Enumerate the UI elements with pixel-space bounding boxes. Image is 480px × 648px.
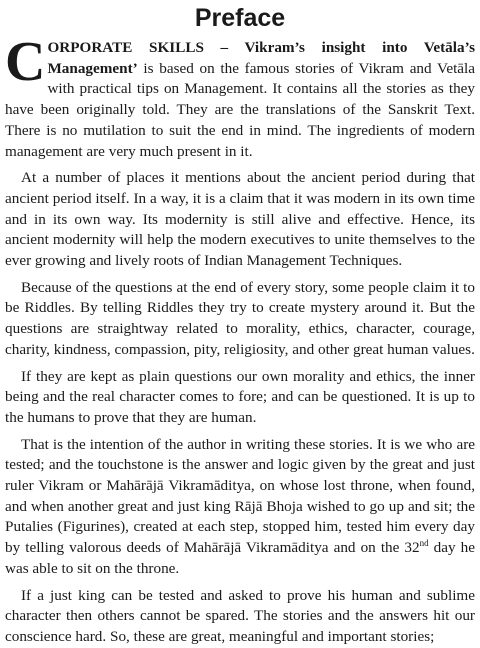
drop-cap: C: [5, 31, 46, 93]
paragraph-1: [5, 31, 475, 162]
paragraph-3: Because of the questions at the end of every story, some people claim it to be Riddles. By telling Riddles they try to create mystery around it. But the questions are straightway related to morality, ethics, character, courage, charity, kindness, compassion, pity, religiosity, and other great human values.: [5, 278, 475, 358]
paragraph-6: If a just king can be tested and asked to prove his human and sublime character then others cannot be spared. The stories and the answers hit our conscience hard. So, these are great, meaningful and important stories;: [5, 586, 475, 645]
paragraph-5-text-b: day he was able to sit on the throne.: [5, 539, 476, 577]
paragraph-2: At a number of places it mentions about the ancient period during that ancient period itself. In a way, it is a claim that it was modern in its own time and in its own way. Its modernity is still alive and effective. Hence, its ancient modernity will help the modern executives to unite themselves to the ever growing and lively roots of Indian Management Techniques.: [5, 169, 475, 270]
ordinal-suffix: nd: [419, 538, 429, 549]
paragraph-5: [5, 435, 475, 580]
page-title: Preface: [194, 4, 286, 32]
paragraph-4: If they are kept as plain questions our own morality and ethics, the inner being and the real character comes to fore; and can be questioned. It is up to the humans to prove that they are human.: [5, 367, 475, 426]
lead-in-title: ORPORATE SKILLS – Vikram’s insight into Vetāla’s Management’: [47, 39, 475, 77]
paragraph-1-text: is based on the famous stories of Vikram and Vetāla with practical tips on Management. It contains all the stories as they have been originally told. They are the translations of the Sanskrit Text. There is no mutilation to suit the end in mind. The ingredients of modern management are very much present in it.: [5, 59, 475, 160]
paragraph-5-text-a: That is the intention of the author in writing these stories. It is we who are tested; and the touchstone is the answer and logic given by the great and just ruler Vikram or Mahārājā Vikramāditya, on whose lost throne, when found, and when another great and just king Rājā Bhoja wished to go up and sit; the Putalies (Figurines), created at each step, stopped him, tested him every day by telling valorous deeds of Mahārājā Vikramāditya and on the 32: [5, 435, 475, 557]
